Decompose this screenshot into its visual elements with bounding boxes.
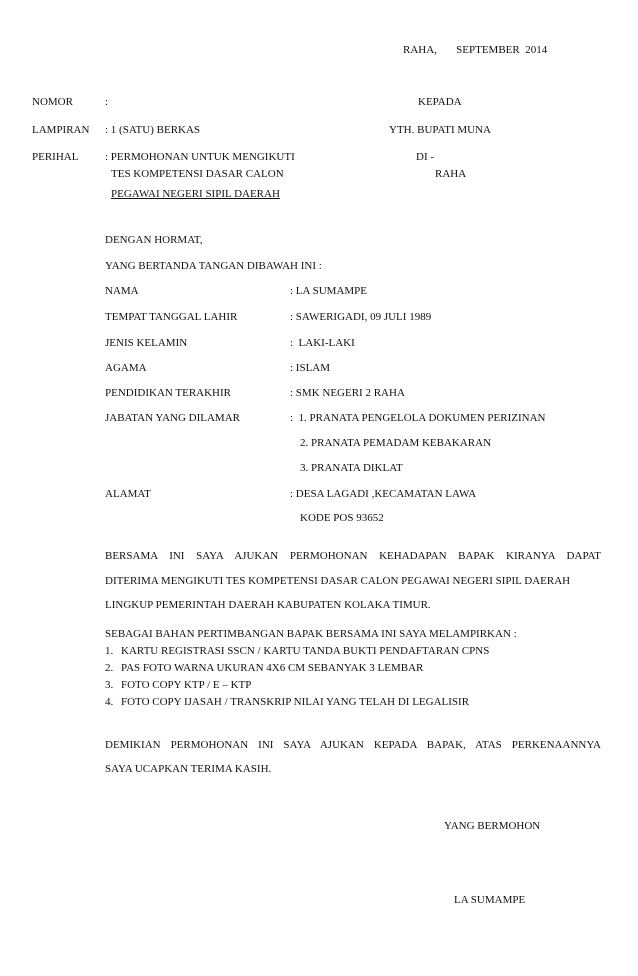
perihal-label: PERIHAL [32, 151, 79, 163]
jenis-kelamin-value: : LAKI-LAKI [290, 337, 355, 349]
greeting: DENGAN HORMAT, [105, 234, 203, 246]
recipient-di: DI - [416, 151, 435, 163]
attachment-item [105, 660, 489, 677]
attachment-item [105, 694, 489, 711]
closing-line-1: DEMIKIAN PERMOHONAN INI SAYA AJUKAN KEPADA BAPAK, ATAS PERKENAANNYA [105, 739, 601, 751]
alamat-line-1: : DESA LAGADI ,KECAMATAN LAWA [290, 488, 477, 500]
recipient-raha: RAHA [435, 168, 467, 180]
paragraph-2: SEBAGAI BAHAN PERTIMBANGAN BAPAK BERSAMA INI SAYA MELAMPIRKAN : [105, 628, 517, 640]
nomor-value: : [105, 96, 109, 108]
jabatan-option-3: 3. PRANATA DIKLAT [300, 462, 403, 474]
attachment-item [105, 677, 489, 694]
lampiran-label: LAMPIRAN [32, 124, 90, 136]
closing-line-2: SAYA UCAPKAN TERIMA KASIH. [105, 763, 272, 775]
alamat-line-2: KODE POS 93652 [300, 512, 384, 524]
attachment-number: 3. [105, 679, 114, 691]
perihal-line-1: : PERMOHONAN UNTUK MENGIKUTI [105, 151, 295, 163]
place-date: RAHA, SEPTEMBER 2014 [403, 44, 548, 56]
perihal-line-2: TES KOMPETENSI DASAR CALON [111, 168, 284, 180]
pendidikan-value: : SMK NEGERI 2 RAHA [290, 387, 405, 399]
paragraph-1-line-1: BERSAMA INI SAYA AJUKAN PERMOHONAN KEHADAPAN BAPAK KIRANYA DAPAT [105, 550, 601, 562]
jabatan-option-1: : 1. PRANATA PENGELOLA DOKUMEN PERIZINAN [290, 412, 546, 424]
recipient-kepada: KEPADA [418, 96, 462, 108]
jabatan-label: JABATAN YANG DILAMAR [105, 412, 240, 424]
agama-label: AGAMA [105, 362, 147, 374]
lampiran-value: : 1 (SATU) BERKAS [105, 124, 201, 136]
attachment-number: 1. [105, 645, 114, 657]
alamat-label: ALAMAT [105, 488, 151, 500]
nama-label: NAMA [105, 285, 139, 297]
recipient-yth: YTH. BUPATI MUNA [389, 124, 491, 136]
perihal-line-3: PEGAWAI NEGERI SIPIL DAERAH [111, 188, 280, 200]
signature-title: YANG BERMOHON [444, 820, 541, 832]
agama-value: : ISLAM [290, 362, 331, 374]
jabatan-option-2: 2. PRANATA PEMADAM KEBAKARAN [300, 437, 492, 449]
jenis-kelamin-label: JENIS KELAMIN [105, 337, 188, 349]
signature-name: LA SUMAMPE [454, 894, 526, 906]
attachment-text: PAS FOTO WARNA UKURAN 4X6 CM SEBANYAK 3 LEMBAR [121, 662, 424, 674]
attachment-text: FOTO COPY KTP / E – KTP [121, 679, 252, 691]
ttl-label: TEMPAT TANGGAL LAHIR [105, 311, 238, 323]
attachment-list [105, 643, 489, 711]
nomor-label: NOMOR [32, 96, 73, 108]
attachment-item [105, 643, 489, 660]
nama-value: : LA SUMAMPE [290, 285, 368, 297]
attachment-text: FOTO COPY IJASAH / TRANSKRIP NILAI YANG TELAH DI LEGALISIR [121, 696, 470, 708]
paragraph-1-line-2: DITERIMA MENGIKUTI TES KOMPETENSI DASAR CALON PEGAWAI NEGERI SIPIL DAERAH [105, 575, 571, 587]
attachment-number: 2. [105, 662, 114, 674]
ttl-value: : SAWERIGADI, 09 JULI 1989 [290, 311, 432, 323]
attachment-text: KARTU REGISTRASI SSCN / KARTU TANDA BUKTI PENDAFTARAN CPNS [121, 645, 490, 657]
attachment-number: 4. [105, 696, 114, 708]
intro: YANG BERTANDA TANGAN DIBAWAH INI : [105, 260, 322, 272]
pendidikan-label: PENDIDIKAN TERAKHIR [105, 387, 231, 399]
paragraph-1-line-3: LINGKUP PEMERINTAH DAERAH KABUPATEN KOLAKA TIMUR. [105, 599, 431, 611]
